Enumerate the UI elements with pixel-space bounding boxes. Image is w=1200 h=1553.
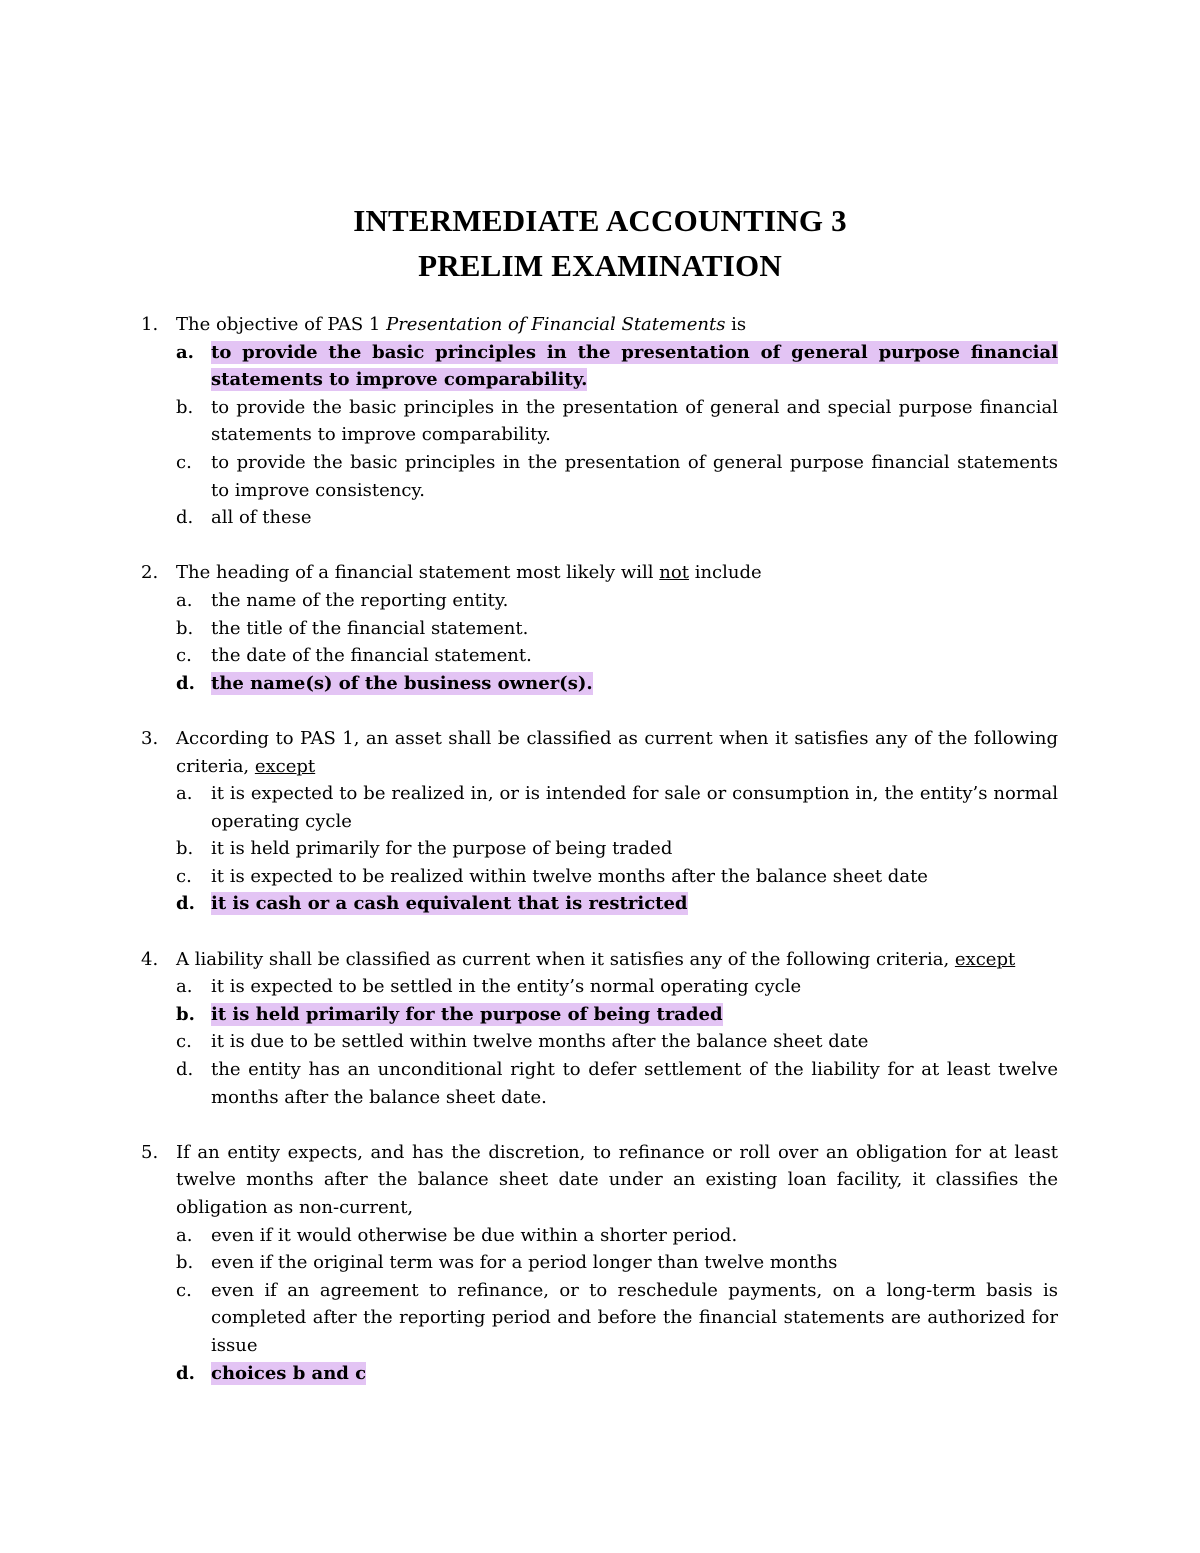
correct-answer-highlight: to provide the basic principles in the presentation of general purpose financial statements to improve comparability.: [211, 341, 1058, 391]
option-letter: c.: [176, 451, 192, 473]
option-letter: b.: [176, 1003, 195, 1025]
answer-option-2: [141, 1001, 1058, 1029]
answer-option-4: [141, 890, 1058, 918]
option-letter: b.: [176, 838, 194, 860]
option-text: to provide the basic principles in the presentation of general purpose financial statements to improve consistency.: [211, 451, 1058, 501]
option-letter: d.: [176, 507, 194, 529]
option-letter: a.: [176, 589, 193, 611]
question-4: [141, 946, 1058, 1112]
answer-option-3: [141, 642, 1058, 670]
title-course: INTERMEDIATE ACCOUNTING 3: [353, 203, 847, 238]
option-list: [141, 780, 1058, 918]
answer-option-3: [141, 1277, 1058, 1360]
option-text: the title of the financial statement.: [211, 617, 529, 639]
option-text: it is expected to be settled in the entity’s normal operating cycle: [211, 976, 802, 998]
stem-text: A liability shall be classified as current when it satisfies any of the following criteria,: [176, 948, 955, 970]
option-text: the date of the financial statement.: [211, 645, 532, 667]
option-letter: b.: [176, 396, 194, 418]
correct-answer-highlight: the name(s) of the business owner(s).: [211, 672, 593, 694]
question-stem: [141, 946, 1058, 974]
option-letter: b.: [176, 617, 194, 639]
correct-answer-highlight: choices b and c: [211, 1362, 367, 1384]
answer-option-1: [141, 973, 1058, 1001]
stem-text: If an entity expects, and has the discretion, to refinance or roll over an obligation for at least twelve months after the balance sheet date under an existing loan facility, it classifies the obligation as non-current,: [176, 1141, 1058, 1218]
option-letter: a.: [176, 341, 194, 363]
option-text: the entity has an unconditional right to defer settlement of the liability for at least twelve months after the balance sheet date.: [211, 1059, 1058, 1108]
answer-option-2: [141, 1249, 1058, 1277]
answer-option-2: [141, 394, 1058, 449]
stem-underlined-word: except: [254, 755, 316, 777]
option-text: it is due to be settled within twelve months after the balance sheet date: [211, 1031, 869, 1053]
question-number: 3.: [141, 727, 159, 749]
answer-option-2: [141, 615, 1058, 643]
question-number: 5.: [141, 1141, 159, 1163]
question-number: 4.: [141, 948, 159, 970]
option-letter: d.: [176, 893, 195, 915]
question-stem: [141, 725, 1058, 780]
option-letter: b.: [176, 1252, 194, 1274]
option-letter: a.: [176, 783, 193, 805]
option-text: even if an agreement to refinance, or to reschedule payments, on a long-term basis is completed after the reporting period and before the financial statements are authorized for issue: [211, 1279, 1058, 1356]
title-exam: PRELIM EXAMINATION: [418, 248, 782, 283]
option-letter: d.: [176, 1362, 195, 1384]
option-text: to provide the basic principles in the presentation of general and special purpose financial statements to improve comparability.: [211, 396, 1058, 446]
answer-option-4: [141, 1056, 1058, 1111]
option-list: [141, 339, 1058, 532]
option-text: all of these: [211, 507, 312, 529]
question-2: [141, 559, 1058, 697]
stem-text-end: is: [725, 314, 747, 335]
answer-option-4: [141, 670, 1058, 698]
option-text: even if the original term was for a period longer than twelve months: [211, 1252, 838, 1274]
exam-title: [0, 198, 1200, 288]
option-letter: c.: [176, 865, 192, 887]
stem-underlined-word: except: [954, 948, 1016, 970]
answer-option-4: [141, 504, 1058, 532]
stem-text: The heading of a financial statement most likely will: [176, 562, 660, 584]
option-letter: c.: [176, 1279, 192, 1301]
option-text: it is expected to be realized in, or is intended for sale or consumption in, the entity’s normal operating cycle: [211, 783, 1058, 832]
answer-option-4: [141, 1360, 1058, 1388]
answer-option-1: [141, 780, 1058, 835]
stem-text: The objective of PAS 1: [176, 314, 387, 335]
answer-option-1: [141, 587, 1058, 615]
option-letter: c.: [176, 1031, 192, 1053]
question-3: [141, 725, 1058, 918]
answer-option-1: [141, 1222, 1058, 1250]
stem-italic-text: Presentation of Financial Statements: [386, 314, 726, 335]
question-number: 2.: [141, 562, 159, 584]
answer-option-3: [141, 1028, 1058, 1056]
option-letter: a.: [176, 976, 193, 998]
option-list: [141, 973, 1058, 1111]
option-text: it is held primarily for the purpose of being traded: [211, 838, 673, 860]
stem-underlined-word: not: [659, 562, 689, 584]
question-1: [141, 311, 1058, 532]
answer-option-1: [141, 339, 1058, 394]
correct-answer-highlight: it is cash or a cash equivalent that is restricted: [211, 893, 688, 915]
option-text: even if it would otherwise be due within a shorter period.: [211, 1224, 738, 1246]
answer-option-3: [141, 863, 1058, 891]
question-5: [141, 1139, 1058, 1387]
option-text: the name of the reporting entity.: [211, 589, 509, 611]
answer-option-2: [141, 835, 1058, 863]
correct-answer-highlight: it is held primarily for the purpose of being traded: [211, 1003, 723, 1025]
option-letter: d.: [176, 672, 195, 694]
question-list: [141, 311, 1058, 1415]
answer-option-3: [141, 449, 1058, 504]
option-letter: d.: [176, 1059, 194, 1081]
option-letter: a.: [176, 1224, 193, 1246]
question-stem: [141, 311, 1058, 339]
stem-text: According to PAS 1, an asset shall be classified as current when it satisfies any of the following criteria,: [176, 727, 1058, 777]
option-letter: c.: [176, 645, 192, 667]
question-number: 1.: [141, 314, 159, 335]
question-stem: [141, 559, 1058, 587]
option-list: [141, 1222, 1058, 1388]
option-text: it is expected to be realized within twelve months after the balance sheet date: [211, 865, 928, 887]
option-list: [141, 587, 1058, 697]
stem-text-end: include: [688, 562, 762, 584]
question-stem: [141, 1139, 1058, 1222]
